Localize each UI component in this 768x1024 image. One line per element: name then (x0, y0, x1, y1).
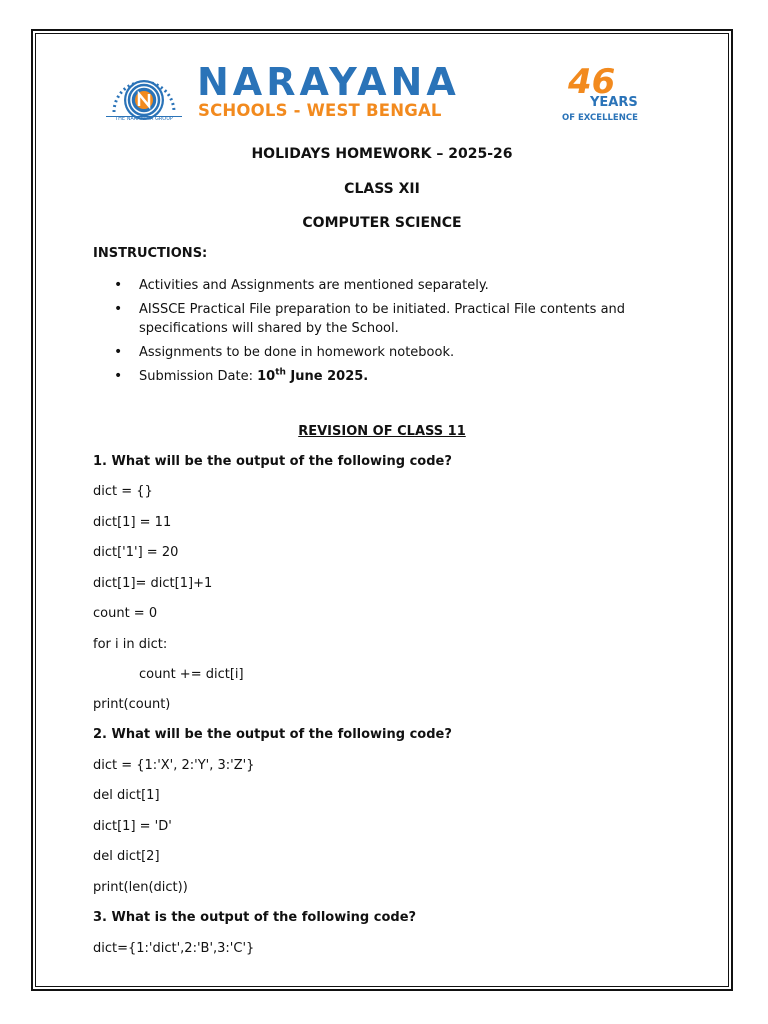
instructions-list (114, 276, 634, 391)
logo-caption: THE NARAYANA GROUP (115, 116, 173, 122)
code-line: dict = {} (93, 484, 153, 499)
code-line: count = 0 (93, 606, 158, 621)
code-line: for i in dict: (93, 637, 168, 652)
code-line: dict[1] = 'D' (93, 819, 172, 834)
years-caption: OF EXCELLENCE (562, 113, 638, 123)
brand-name: NARAYANA (197, 60, 460, 104)
submission-label: Submission Date: (139, 369, 258, 384)
brand-subtitle: SCHOOLS - WEST BENGAL (198, 101, 442, 120)
code-line: count += dict[i] (139, 667, 244, 682)
page-title: HOLIDAYS HOMEWORK – 2025-26 (251, 146, 513, 162)
instructions-heading: INSTRUCTIONS: (93, 246, 208, 261)
list-item: • Activities and Assignments are mentioned separately. (114, 276, 634, 295)
question-1: 1. What will be the output of the following code? (93, 454, 452, 469)
code-line: dict={1:'dict',2:'B',3:'C'} (93, 941, 255, 956)
question-2: 2. What will be the output of the following code? (93, 727, 452, 742)
submission-suffix: th (275, 367, 286, 378)
code-line: print(count) (93, 697, 171, 712)
code-line: dict[1]= dict[1]+1 (93, 576, 213, 591)
code-line: del dict[1] (93, 788, 160, 803)
code-line: dict[1] = 11 (93, 515, 172, 530)
class-title: CLASS XII (344, 181, 420, 197)
list-item: • AISSCE Practical File preparation to be initiated. Practical File contents and specifications will shared by the School. (114, 300, 634, 338)
question-3: 3. What is the output of the following code? (93, 910, 417, 925)
page-border-inner (35, 33, 729, 987)
code-line: dict['1'] = 20 (93, 545, 179, 560)
code-line: dict = {1:'X', 2:'Y', 3:'Z'} (93, 758, 255, 773)
section-heading: REVISION OF CLASS 11 (298, 424, 466, 439)
list-item-submission (114, 367, 634, 386)
subject-title: COMPUTER SCIENCE (302, 215, 462, 231)
years-word: YEARS (590, 95, 638, 110)
list-item: • Assignments to be done in homework notebook. (114, 343, 634, 362)
code-line: print(len(dict)) (93, 880, 188, 895)
years-number: 46 (568, 62, 616, 102)
submission-rest: June 2025. (285, 369, 369, 384)
submission-day: 10 (257, 369, 276, 384)
code-line: del dict[2] (93, 849, 160, 864)
